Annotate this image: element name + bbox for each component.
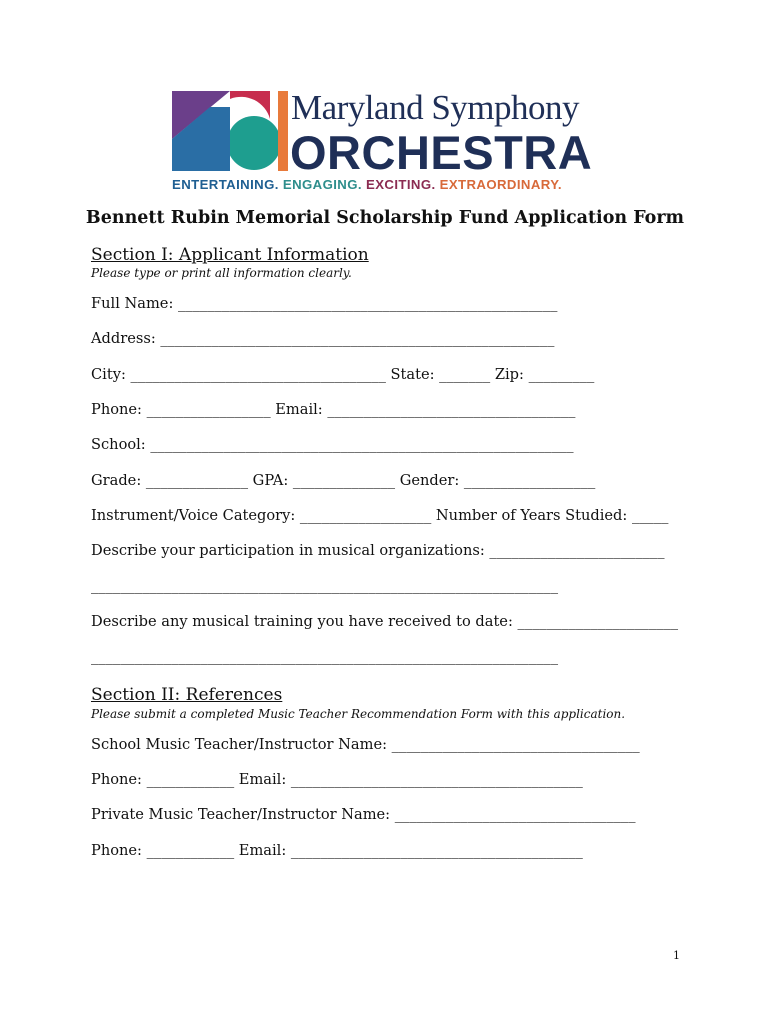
form-title: Bennett Rubin Memorial Scholarship Fund Application Form [85,208,685,228]
section-2-heading: Section II: References [91,685,283,705]
logo-tagline [172,177,562,192]
tagline-word-1: ENTERTAINING. [172,177,279,192]
field-musical-organizations-cont[interactable]: ________________________________________________________________ [91,577,558,594]
field-grade-gpa-gender[interactable]: Grade: ______________ GPA: ______________ Gender: __________________ [91,472,596,489]
tagline-word-3: EXCITING. [366,177,436,192]
tagline-word-2: ENGAGING. [282,177,362,192]
field-phone-email[interactable]: Phone: _________________ Email: __________________________________ [91,401,576,418]
logo-mark-icon [172,91,288,171]
field-address[interactable]: Address: ______________________________________________________ [91,330,555,347]
section-1-note: Please type or print all information clearly. [91,266,352,280]
field-musical-training[interactable]: Describe any musical training you have received to date: ______________________ [91,613,679,630]
logo-text-line1: Maryland Symphony [291,88,580,127]
field-school[interactable]: School: __________________________________________________________ [91,436,574,453]
field-musical-training-cont[interactable]: ________________________________________________________________ [91,648,558,665]
section-2-note: Please submit a completed Music Teacher Recommendation Form with this application. [91,707,626,721]
field-school-teacher-name[interactable]: School Music Teacher/Instructor Name: __________________________________ [91,736,640,753]
logo-text-line2: ORCHESTRA [290,126,593,179]
section-1-heading: Section I: Applicant Information [91,245,369,265]
field-private-teacher-contact[interactable]: Phone: ____________ Email: ________________________________________ [91,842,583,859]
field-instrument-years[interactable]: Instrument/Voice Category: __________________ Number of Years Studied: _____ [91,507,669,524]
field-city-state-zip[interactable]: City: ___________________________________ State: _______ Zip: _________ [91,366,595,383]
field-school-teacher-contact[interactable]: Phone: ____________ Email: ________________________________________ [91,771,583,788]
field-musical-organizations[interactable]: Describe your participation in musical organizations: ________________________ [91,542,665,559]
page-number: 1 [673,949,680,962]
field-private-teacher-name[interactable]: Private Music Teacher/Instructor Name: _________________________________ [91,806,636,823]
field-full-name[interactable]: Full Name: ____________________________________________________ [91,295,558,312]
tagline-word-4: EXTRAORDINARY. [439,177,562,192]
